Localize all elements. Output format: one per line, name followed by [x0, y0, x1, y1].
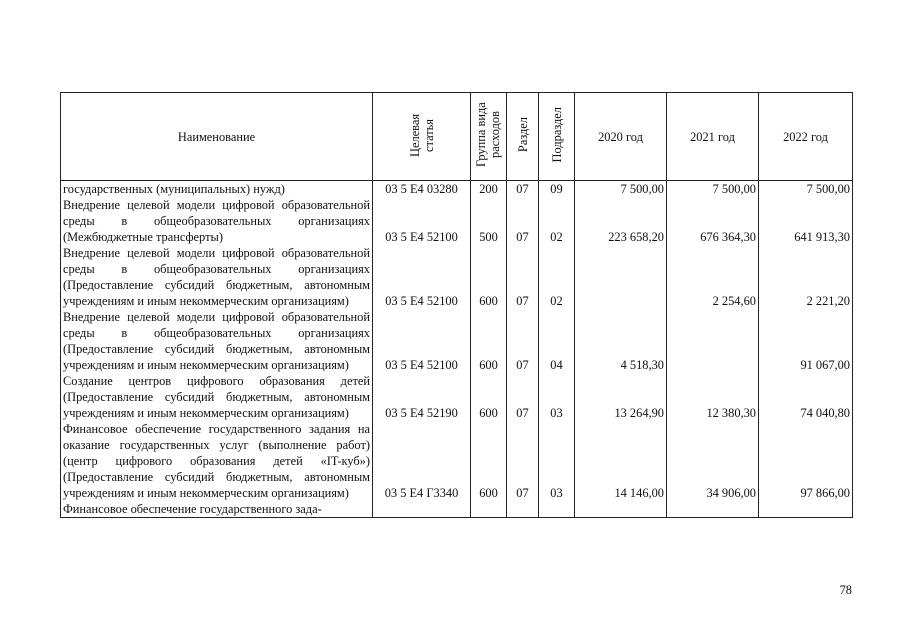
row-subsection: 03: [539, 421, 575, 501]
row-expense-group: 600: [471, 245, 507, 309]
row-section: 07: [507, 309, 539, 373]
row-name: Внедрение целевой модели цифровой образовательной среды в общеобразовательных организациях (Предоставление субсидий бюджетным, автономным учреждениям и иным некоммерческим организациям): [61, 309, 373, 373]
row-expense-group: 500: [471, 197, 507, 245]
header-name: Наименование: [61, 93, 373, 181]
row-2022: 91 067,00: [759, 309, 853, 373]
table-row: [61, 501, 853, 518]
row-name: Финансовое обеспечение государственного зада-: [61, 501, 373, 518]
row-name: Создание центров цифрового образования детей (Предоставление субсидий бюджетным, автономным учреждениям и иным некоммерческим организациям): [61, 373, 373, 421]
header-subsection: Подраздел: [539, 93, 575, 181]
row-name: Внедрение целевой модели цифровой образовательной среды в общеобразовательных организациях (Межбюджетные трансферты): [61, 197, 373, 245]
row-expense-group: 200: [471, 181, 507, 198]
row-section: 07: [507, 245, 539, 309]
row-2021: 676 364,30: [667, 197, 759, 245]
row-subsection: 03: [539, 373, 575, 421]
row-2022: [759, 501, 853, 518]
row-2021: 12 380,30: [667, 373, 759, 421]
row-target-article: 03 5 E4 52100: [373, 197, 471, 245]
row-subsection: 09: [539, 181, 575, 198]
row-target-article: 03 5 E4 03280: [373, 181, 471, 198]
row-2021: 7 500,00: [667, 181, 759, 198]
row-name: Финансовое обеспечение государственного задания на оказание государственных услуг (выполнение работ) (центр цифрового образования детей «IT-куб») (Предоставление субсидий бюджетным, автономным учреждениям и иным некоммерческим организациям): [61, 421, 373, 501]
row-section: [507, 501, 539, 518]
table-row: [61, 181, 853, 198]
row-2021: 34 906,00: [667, 421, 759, 501]
budget-table: [60, 92, 853, 518]
row-2020: 13 264,90: [575, 373, 667, 421]
row-2020: [575, 245, 667, 309]
row-subsection: 02: [539, 197, 575, 245]
header-2021: 2021 год: [667, 93, 759, 181]
row-section: 07: [507, 197, 539, 245]
header-expense-group: Группа вида расходов: [471, 93, 507, 181]
table-row: [61, 309, 853, 373]
table-row: [61, 245, 853, 309]
row-2022: 2 221,20: [759, 245, 853, 309]
row-2022: 641 913,30: [759, 197, 853, 245]
page-number: 78: [839, 583, 852, 597]
row-2022: 74 040,80: [759, 373, 853, 421]
row-2021: [667, 309, 759, 373]
row-2022: 7 500,00: [759, 181, 853, 198]
header-2020: 2020 год: [575, 93, 667, 181]
header-2022: 2022 год: [759, 93, 853, 181]
row-2020: 14 146,00: [575, 421, 667, 501]
row-2022: 97 866,00: [759, 421, 853, 501]
row-expense-group: [471, 501, 507, 518]
row-expense-group: 600: [471, 421, 507, 501]
table-row: [61, 373, 853, 421]
row-section: 07: [507, 181, 539, 198]
table-header-row: [61, 93, 853, 181]
row-section: 07: [507, 421, 539, 501]
row-2020: 7 500,00: [575, 181, 667, 198]
row-name: государственных (муниципальных) нужд): [61, 181, 373, 198]
row-2021: [667, 501, 759, 518]
table-row: [61, 197, 853, 245]
row-2020: 223 658,20: [575, 197, 667, 245]
table-row: [61, 421, 853, 501]
row-expense-group: 600: [471, 373, 507, 421]
row-target-article: 03 5 E4 52190: [373, 373, 471, 421]
row-subsection: 04: [539, 309, 575, 373]
row-2020: 4 518,30: [575, 309, 667, 373]
header-target-article: Целевая статья: [373, 93, 471, 181]
row-target-article: 03 5 E4 Г3340: [373, 421, 471, 501]
row-2020: [575, 501, 667, 518]
row-expense-group: 600: [471, 309, 507, 373]
header-section: Раздел: [507, 93, 539, 181]
row-target-article: 03 5 E4 52100: [373, 245, 471, 309]
row-subsection: 02: [539, 245, 575, 309]
row-2021: 2 254,60: [667, 245, 759, 309]
row-name: Внедрение целевой модели цифровой образовательной среды в общеобразовательных организациях (Предоставление субсидий бюджетным, автономным учреждениям и иным некоммерческим организациям): [61, 245, 373, 309]
row-target-article: [373, 501, 471, 518]
row-section: 07: [507, 373, 539, 421]
row-target-article: 03 5 E4 52100: [373, 309, 471, 373]
row-subsection: [539, 501, 575, 518]
